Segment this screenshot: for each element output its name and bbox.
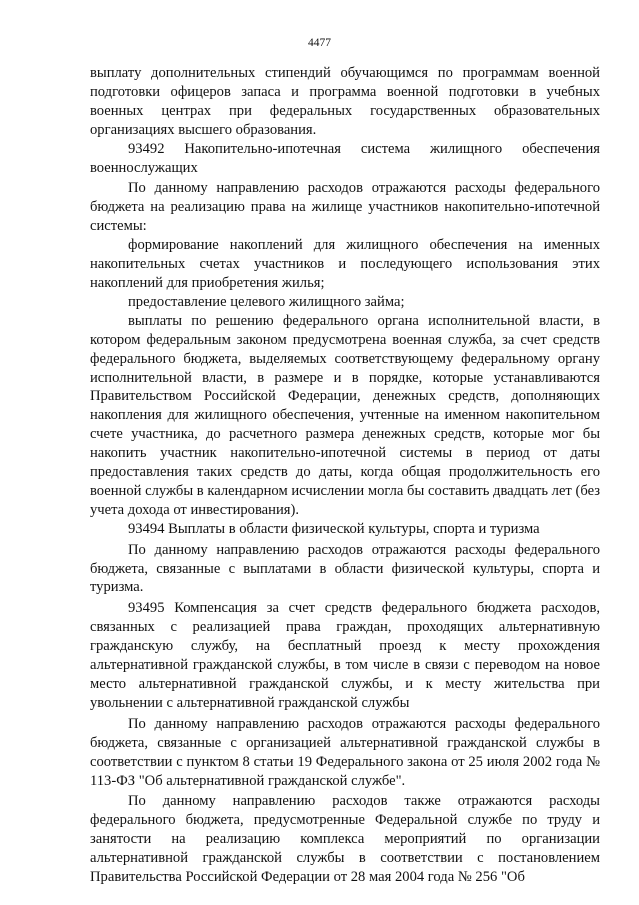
paragraph-93494-description: По данному направлению расходов отражаются расходы федерального бюджета, связанные с выплатами в области физической культуры, спорта и туризма.	[90, 541, 600, 596]
paragraph-heading-93494: 93494 Выплаты в области физической культуры, спорта и туризма	[128, 520, 540, 537]
paragraph-continuation: выплату дополнительных стипендий обучающимся по программам военной подготовки офицеров запаса и программа военной подготовки в учебных военных центрах при федеральных государственных образовательных организациях высшего образования.	[90, 65, 600, 138]
paragraph-93492-item-payments: выплаты по решению федерального органа исполнительной власти, в котором федеральным законом предусмотрена военная служба, за счет средств федерального бюджета, выделяемых соответствующему федеральному органу исполнительной власти, в размере и в порядке, которые устанавливаются Правительством Российской Федерации, денежных средств, дополняющих накопления для жилищного обеспечения, учтенные на именном накопительном счете участника, до расчетного размера денежных средств, которые мог бы накопить участник накопительно-ипотечной системы в период от даты предоставления таких средств до даты, когда общая продолжительность его военной службы в календарном исчислении могла бы составить двадцать лет (без учета дохода от инвестирования).	[90, 312, 600, 518]
document-body	[90, 64, 600, 887]
paragraph-93495-additional: По данному направлению расходов также отражаются расходы федерального бюджета, предусмотренные Федеральной службе по труду и занятости на реализацию комплекса мероприятий по организации альтернативной гражданской службы в соответствии с постановлением Правительства Российской Федерации от 28 мая 2004 года № 256 "Об	[90, 793, 600, 886]
paragraph-heading-93492: 93492 Накопительно-ипотечная система жилищного обеспечения военнослужащих	[90, 140, 600, 176]
paragraph-93492-item-loan: предоставление целевого жилищного займа;	[128, 293, 405, 310]
page-number: 4477	[308, 37, 331, 49]
paragraph-93495-description: По данному направлению расходов отражаются расходы федерального бюджета, связанные с организацией альтернативной гражданской службы в соответствии с пунктом 8 статьи 19 Федерального закона от 25 июля 2002 года № 113-ФЗ "Об альтернативной гражданской службе".	[90, 715, 600, 789]
paragraph-93492-intro: По данному направлению расходов отражаются расходы федерального бюджета на реализацию права на жилище участников накопительно-ипотечной системы:	[90, 180, 600, 235]
paragraph-heading-93495: 93495 Компенсация за счет средств федерального бюджета расходов, связанных с реализацией права граждан, проходящих альтернативную гражданскую службу, на бесплатный проезд к месту прохождения альтернативной гражданской службы, в том числе в связи с переводом на новое место альтернативной гражданской службы, и к месту жительства при увольнении с альтернативной гражданской службы	[90, 600, 600, 711]
paragraph-93492-item-savings: формирование накоплений для жилищного обеспечения на именных накопительных счетах участников и последующего использования этих накоплений для приобретения жилья;	[90, 237, 600, 291]
